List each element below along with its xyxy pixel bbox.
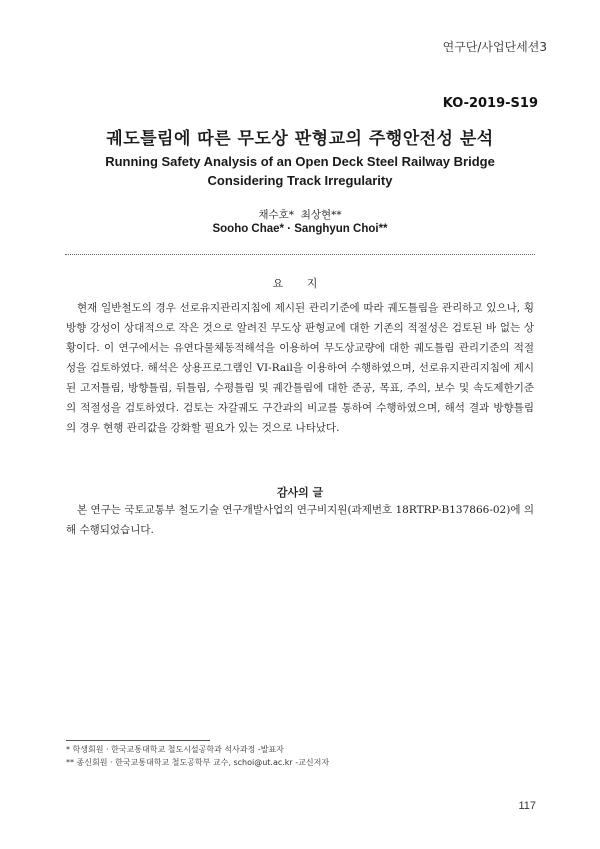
footnote-item: ** 종신회원 · 한국교통대학교 철도공학부 교수, schoi@ut.ac.kr -교신저자	[66, 758, 330, 767]
title-korean: 궤도틀림에 따른 무도상 판형교의 주행안전성 분석	[106, 129, 494, 149]
title-english-line2: Considering Track Irregularity	[207, 173, 393, 188]
authors-korean: 채수호* 최상현**	[258, 209, 342, 221]
title-english	[0, 152, 600, 190]
acknowledgement-heading: 감사의 글	[276, 486, 324, 499]
section-divider	[65, 254, 535, 255]
footnote-item: * 학생회원 · 한국교통대학교 철도시설공학과 석사과정 -발표자	[66, 745, 284, 754]
abstract-heading: 요 지	[272, 277, 328, 290]
authors-english: Sooho Chae* · Sanghyun Choi**	[212, 223, 388, 235]
acknowledgement-body: 본 연구는 국토교통부 철도기술 연구개발사업의 연구비지원(과제번호 18RTRP-B137866-02)에 의해 수행되었습니다.	[66, 504, 534, 536]
abstract-body: 현재 일반철도의 경우 선로유지관리지침에 제시된 관리기준에 따라 궤도틀림을 관리하고 있으나, 횡방향 강성이 상대적으로 작은 것으로 알려진 무도상 판형교에 대한 기존의 적절성은 검토된 바 없는 상황이다. 이 연구에서는 유연다물체동적해석을 이용하여 무도상교량에 대한 궤도틀림 관리기준의 적절성을 검토하였다. 해석은 상용프로그램인 VI-Rail을 이용하여 수행하였으며, 선로유지관리지침에 제시된 고저틀림, 방향틀림, 뒤틀림, 수평틀림 및 궤간틀림에 대한 준공, 목표, 주의, 보수 및 속도제한기준의 적절성을 검토하였다. 검토는 자갈궤도 구간과의 비교를 통하여 수행하였으며, 해석 결과 방향틀림의 경우 현행 관리값을 강화할 필요가 있는 것으로 나타났다.	[66, 302, 534, 434]
paper-code: KO-2019-S19	[442, 96, 538, 111]
title-english-line1: Running Safety Analysis of an Open Deck Steel Railway Bridge	[105, 154, 495, 169]
footnotes	[66, 743, 536, 769]
series-label: 연구단/사업단세션3	[442, 40, 547, 54]
footnote-rule	[66, 740, 210, 741]
page-number: 117	[518, 800, 536, 812]
